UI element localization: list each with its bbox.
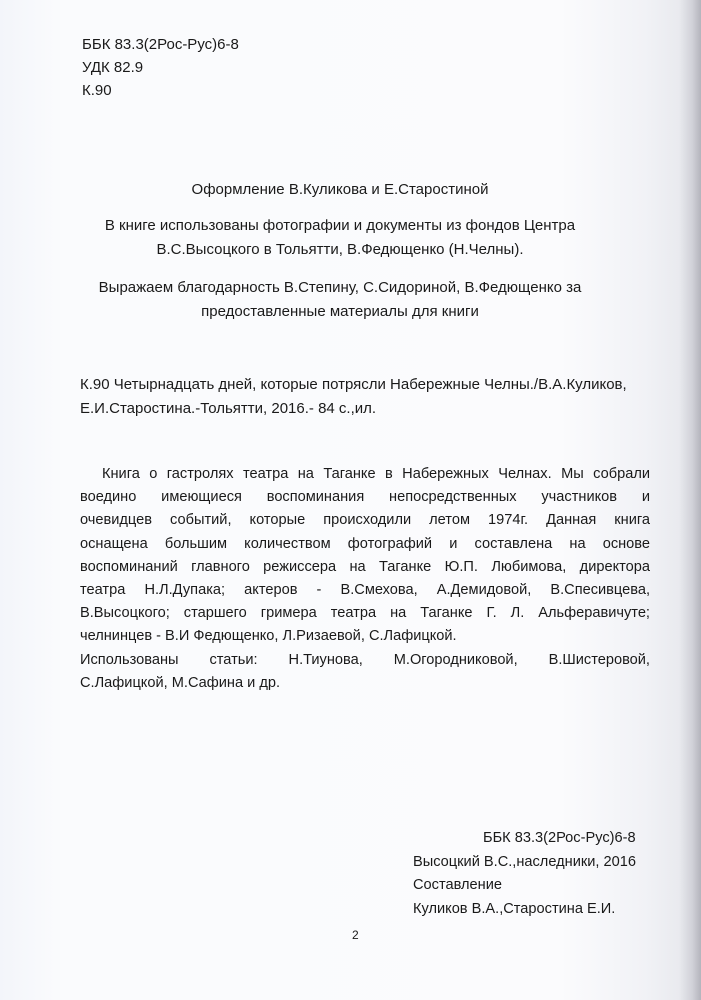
classification-block	[82, 33, 239, 102]
bibliographic-record	[80, 373, 655, 421]
design-credit	[60, 178, 620, 202]
acknowledgements-line: предоставленные материалы для книги	[201, 303, 479, 320]
annotation-line: челнинцев - В.И Федющенко, Л.Ризаевой, С.Лафицкой.	[80, 628, 457, 645]
compilers: Куликов В.А.,Старостина Е.И.	[413, 900, 616, 917]
bbk-code: ББК 83.3(2Рос-Рус)6-8	[82, 36, 239, 53]
compilation-label: Составление	[413, 877, 502, 893]
bibliographic-record-line: К.90 Четырнадцать дней, которые потрясли Набережные Челны./В.А.Куликов,	[80, 376, 627, 393]
annotation-line: театра Н.Л.Дупака; актеров - В.Смехова, А.Демидовой, В.Спесивцева,	[80, 582, 650, 599]
sources-line: Использованы статьи: Н.Тиунова, М.Огородниковой, В.Шистеровой,	[80, 651, 650, 668]
design-credit-text: Оформление В.Куликова и Е.Старостиной	[191, 181, 489, 198]
page-number: 2	[352, 928, 359, 942]
copyright-bbk: ББК 83.3(2Рос-Рус)6-8	[483, 830, 636, 846]
acknowledgements-line: Выражаем благодарность В.Степину, С.Сидориной, В.Федющенко за	[98, 279, 582, 296]
copyright-holder: Высоцкий В.С.,наследники, 2016	[413, 853, 636, 870]
annotation-line: очевидцев событий, которые происходили летом 1974г. Данная книга	[80, 512, 650, 529]
photo-credit-line: В книге использованы фотографии и документы из фондов Центра	[104, 217, 576, 234]
photo-credit-line: В.С.Высоцкого в Тольятти, В.Федющенко (Н.Челны).	[156, 241, 524, 258]
bibliographic-record-line: Е.И.Старостина.-Тольятти, 2016.- 84 с.,ил.	[80, 400, 377, 417]
annotation-line: В.Высоцкого; старшего гримера театра на Таганке Г. Л. Альферавичуте;	[80, 605, 650, 622]
udk-code: УДК 82.9	[82, 59, 144, 76]
scan-edge-shadow	[679, 0, 701, 1000]
annotation-line: оснащена большим количеством фотографий и составлена на основе	[80, 535, 650, 552]
photo-credit	[60, 214, 620, 262]
annotation-line: воедино имеющиеся воспоминания непосредственных участников и	[80, 489, 650, 506]
acknowledgements	[60, 276, 620, 324]
annotation	[80, 463, 650, 695]
author-sign: К.90	[82, 82, 112, 99]
sources-line: С.Лафицкой, М.Сафина и др.	[80, 674, 281, 691]
annotation-line: Книга о гастролях театра на Таганке в Набережных Челнах. Мы собрали	[102, 466, 650, 482]
annotation-line: воспоминаний главного режиссера на Таганке Ю.П. Любимова, директора	[80, 558, 650, 575]
copyright-block	[413, 827, 636, 921]
